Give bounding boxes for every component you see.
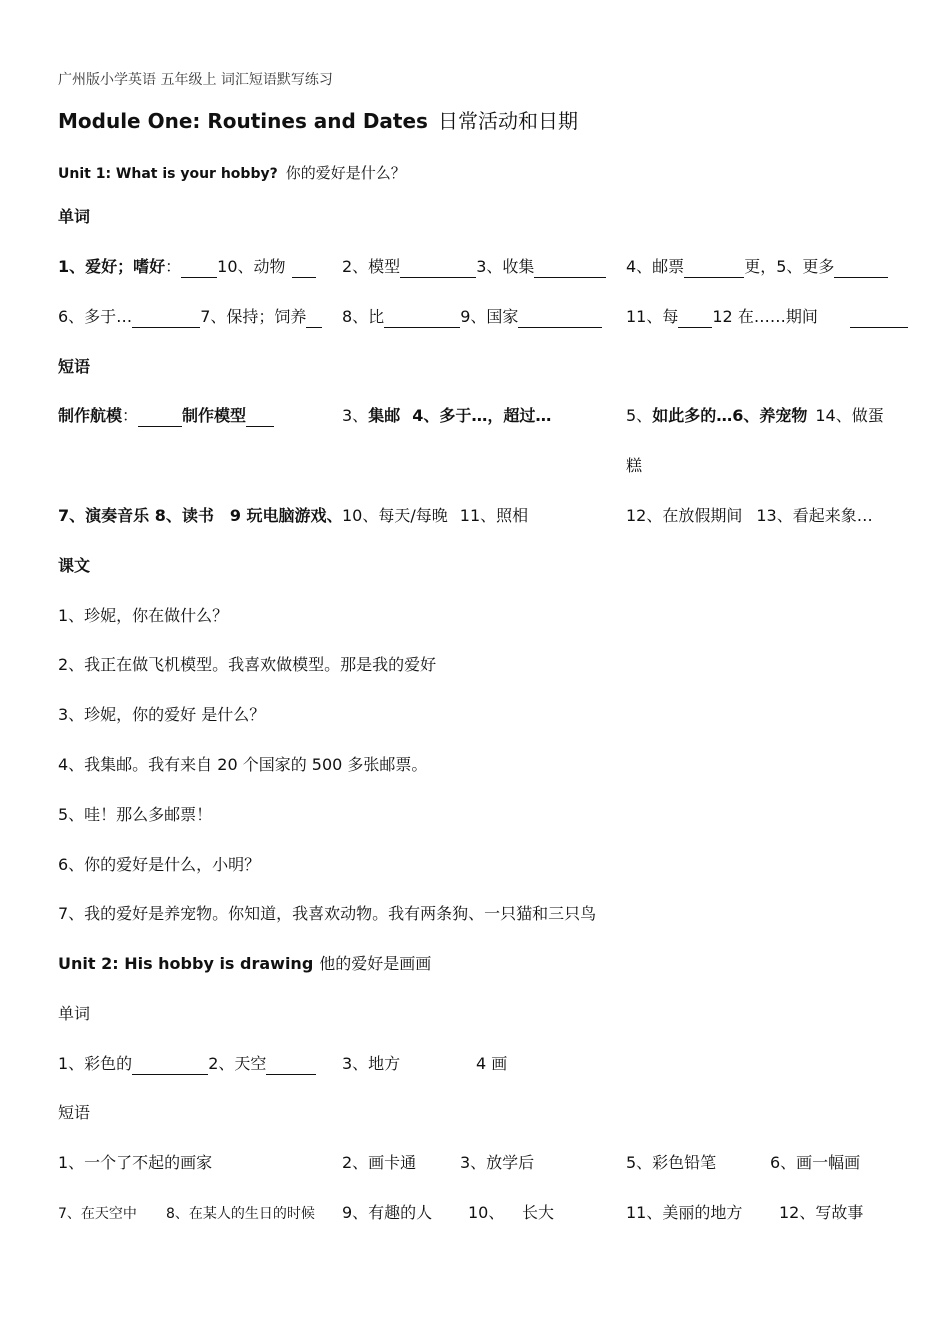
unit1-phrase-5	[626, 405, 884, 427]
unit2-phrase-12: 12、写故事	[779, 1203, 864, 1222]
answer-blank[interactable]	[834, 259, 888, 278]
answer-blank[interactable]	[306, 309, 322, 328]
phrase-label: 11、照相	[459, 506, 529, 525]
vocab-label: 1、彩色的	[58, 1054, 133, 1073]
unit1-vocab-item-6	[58, 306, 322, 328]
unit2-phrase-6: 6、画一幅画	[770, 1153, 861, 1172]
text-line-2: 2、我正在做飞机模型。我喜欢做模型。那是我的爱好	[58, 655, 437, 674]
answer-blank[interactable]	[181, 259, 217, 278]
unit1-phrase-3	[342, 405, 551, 427]
vocab-label: 2、模型	[342, 257, 401, 276]
answer-blank[interactable]	[246, 408, 274, 427]
phrase-label: 13、看起来象…	[756, 506, 873, 525]
phrase-label: 12、在放假期间	[626, 506, 743, 525]
unit2-title-zh: 他的爱好是画画	[319, 954, 432, 973]
unit1-title-zh: 你的爱好是什么？	[285, 164, 406, 182]
vocab-label: 12 在……期间	[712, 307, 818, 326]
unit2-phrase-10: 10、	[468, 1203, 505, 1222]
phrase-label: 3、	[342, 406, 369, 425]
unit2-title	[58, 953, 431, 975]
vocab-label: 9、国家	[460, 307, 519, 326]
unit1-vocab-item-1	[58, 256, 316, 278]
answer-blank[interactable]	[400, 259, 476, 278]
phrase-label: 9 玩电脑游戏、	[229, 506, 343, 525]
module-title-en: Module One: Routines and Dates	[58, 109, 428, 133]
vocab-label: 6、多于…	[58, 307, 133, 326]
phrase-label: 集邮	[368, 406, 401, 425]
unit2-vocab-heading: 单词	[58, 1004, 91, 1023]
unit1-vocab-item-4	[626, 256, 888, 278]
vocab-sep: ：	[165, 257, 182, 276]
phrase-label: 4、多于…，超过…	[412, 406, 552, 425]
unit2-phrase-9: 9、有趣的人	[342, 1203, 433, 1222]
vocab-label: 8、比	[342, 307, 385, 326]
text-line-5: 5、哇！那么多邮票！	[58, 805, 213, 824]
unit2-phrases-heading: 短语	[58, 1103, 91, 1122]
unit2-phrase-2: 2、画卡通	[342, 1153, 417, 1172]
phrase-label: 如此多的…6、养宠物	[652, 406, 808, 425]
vocab-label: 7、保持；饲养	[200, 307, 307, 326]
phrase-sep: ：	[122, 406, 139, 425]
text-line-3: 3、珍妮，你的爱好 是什么？	[58, 705, 266, 724]
text-line-6: 6、你的爱好是什么，小明？	[58, 855, 261, 874]
phrase-label: 5、	[626, 406, 653, 425]
vocab-label: 更，5、更多	[744, 257, 835, 276]
vocab-label: 4、邮票	[626, 257, 685, 276]
phrase-label: 制作航模	[58, 406, 123, 425]
unit1-vocab-heading: 单词	[58, 207, 91, 226]
unit1-vocab-item-2	[342, 256, 606, 278]
answer-blank[interactable]	[684, 259, 744, 278]
vocab-label: 1、爱好；嗜好	[58, 257, 166, 276]
answer-blank[interactable]	[678, 309, 712, 328]
vocab-label: 10、动物	[217, 257, 286, 276]
text-line-7: 7、我的爱好是养宠物。你知道，我喜欢动物。我有两条狗、一只猫和三只鸟	[58, 904, 597, 923]
unit1-phrase-7	[58, 505, 343, 527]
unit2-phrase-7: 7、在天空中	[58, 1206, 137, 1222]
answer-blank[interactable]	[850, 309, 908, 328]
unit2-phrase-1: 1、一个了不起的画家	[58, 1153, 213, 1172]
vocab-label: 2、天空	[208, 1054, 267, 1073]
phrase-label: 10、每天/每晚	[342, 506, 448, 525]
unit2-vocab-item-1	[58, 1053, 316, 1075]
module-title-zh: 日常活动和日期	[437, 109, 578, 133]
module-title	[58, 108, 578, 134]
unit1-vocab-item-8	[342, 306, 602, 328]
unit1-title	[58, 162, 406, 185]
text-line-4: 4、我集邮。我有来自 20 个国家的 500 多张邮票。	[58, 755, 428, 774]
vocab-label: 3、收集	[476, 257, 535, 276]
phrase-label: 14、做蛋	[815, 406, 884, 425]
unit1-phrase-1	[58, 405, 274, 427]
unit2-vocab-item-4: 4 画	[476, 1054, 508, 1073]
unit2-phrase-11: 11、美丽的地方	[626, 1203, 743, 1222]
document-header: 广州版小学英语 五年级上 词汇短语默写练习	[58, 72, 333, 88]
answer-blank[interactable]	[534, 259, 606, 278]
unit2-phrase-10-text: 长大	[522, 1203, 555, 1222]
vocab-label: 11、每	[626, 307, 679, 326]
unit1-phrase-12	[626, 505, 873, 527]
unit2-vocab-item-3: 3、地方	[342, 1054, 401, 1073]
answer-blank[interactable]	[292, 259, 316, 278]
unit2-phrase-3: 3、放学后	[460, 1153, 535, 1172]
text-line-1: 1、珍妮，你在做什么？	[58, 606, 229, 625]
answer-blank[interactable]	[518, 309, 602, 328]
answer-blank[interactable]	[132, 309, 200, 328]
unit2-title-en: Unit 2: His hobby is drawing	[58, 954, 314, 973]
phrase-label: 制作模型	[182, 406, 247, 425]
unit1-phrase-10	[342, 505, 528, 527]
unit2-phrase-5: 5、彩色铅笔	[626, 1153, 717, 1172]
unit2-phrase-8: 8、在某人的生日的时候	[166, 1206, 315, 1222]
unit1-vocab-item-11	[626, 306, 908, 328]
answer-blank[interactable]	[132, 1056, 208, 1075]
unit1-title-en: Unit 1: What is your hobby?	[58, 166, 278, 182]
answer-blank[interactable]	[384, 309, 460, 328]
unit1-text-heading: 课文	[58, 556, 91, 575]
unit1-phrases-heading: 短语	[58, 357, 91, 376]
unit1-phrase-14-cont: 糕	[626, 456, 643, 475]
phrase-label: 7、演奏音乐 8、读书	[58, 506, 214, 525]
answer-blank[interactable]	[138, 408, 182, 427]
answer-blank[interactable]	[266, 1056, 316, 1075]
